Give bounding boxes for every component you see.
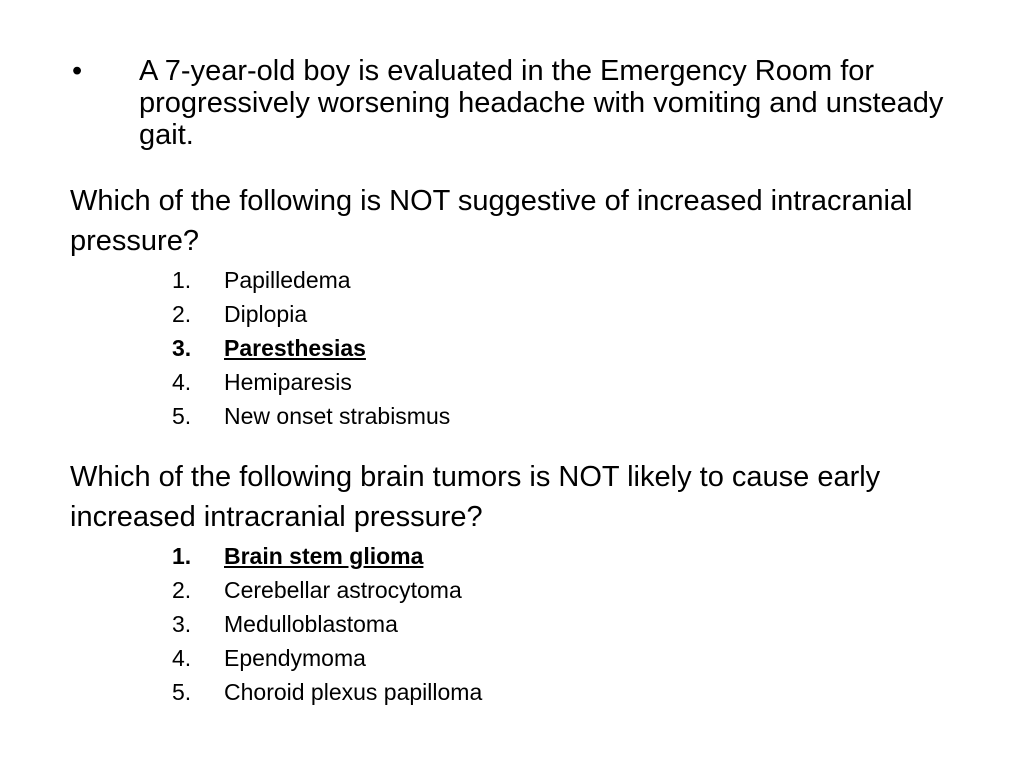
option-text: New onset strabismus xyxy=(224,403,451,429)
option-text: Brain stem glioma xyxy=(224,543,424,569)
option-number: 3. xyxy=(172,335,192,361)
option-number: 3. xyxy=(172,611,192,637)
option-new-onset-strabismus xyxy=(172,399,450,433)
option-ependymoma xyxy=(172,641,482,675)
case-text: A 7-year-old boy is evaluated in the Emergency Room for progressively worsening headache with vomiting and unsteady gait. xyxy=(139,55,944,151)
option-number: 2. xyxy=(172,577,192,603)
option-text: Hemiparesis xyxy=(224,369,352,395)
option-diplopia xyxy=(172,297,450,331)
option-number: 1. xyxy=(172,543,192,569)
option-brain-stem-glioma-correct xyxy=(172,539,482,573)
option-paresthesias-correct xyxy=(172,331,450,365)
option-medulloblastoma xyxy=(172,607,482,641)
question-1-options xyxy=(172,263,450,433)
question-1: Which of the following is NOT suggestive of increased intracranial pressure? xyxy=(70,185,913,257)
option-text: Paresthesias xyxy=(224,335,366,361)
option-hemiparesis xyxy=(172,365,450,399)
option-number: 5. xyxy=(172,679,192,705)
question-2: Which of the following brain tumors is NOT likely to cause early increased intracranial pressure? xyxy=(70,461,881,533)
option-text: Medulloblastoma xyxy=(224,611,398,637)
option-cerebellar-astrocytoma xyxy=(172,573,482,607)
option-text: Papilledema xyxy=(224,267,351,293)
option-number: 5. xyxy=(172,403,192,429)
question-2-options xyxy=(172,539,482,709)
option-number: 1. xyxy=(172,267,192,293)
option-papilledema xyxy=(172,263,450,297)
option-number: 4. xyxy=(172,645,192,671)
option-number: 2. xyxy=(172,301,192,327)
option-text: Diplopia xyxy=(224,301,308,327)
option-text: Choroid plexus papilloma xyxy=(224,679,483,705)
bullet-mark: • xyxy=(72,55,83,87)
case-bullet xyxy=(72,55,972,151)
option-text: Ependymoma xyxy=(224,645,366,671)
option-choroid-plexus-papilloma xyxy=(172,675,482,709)
option-number: 4. xyxy=(172,369,192,395)
option-text: Cerebellar astrocytoma xyxy=(224,577,462,603)
